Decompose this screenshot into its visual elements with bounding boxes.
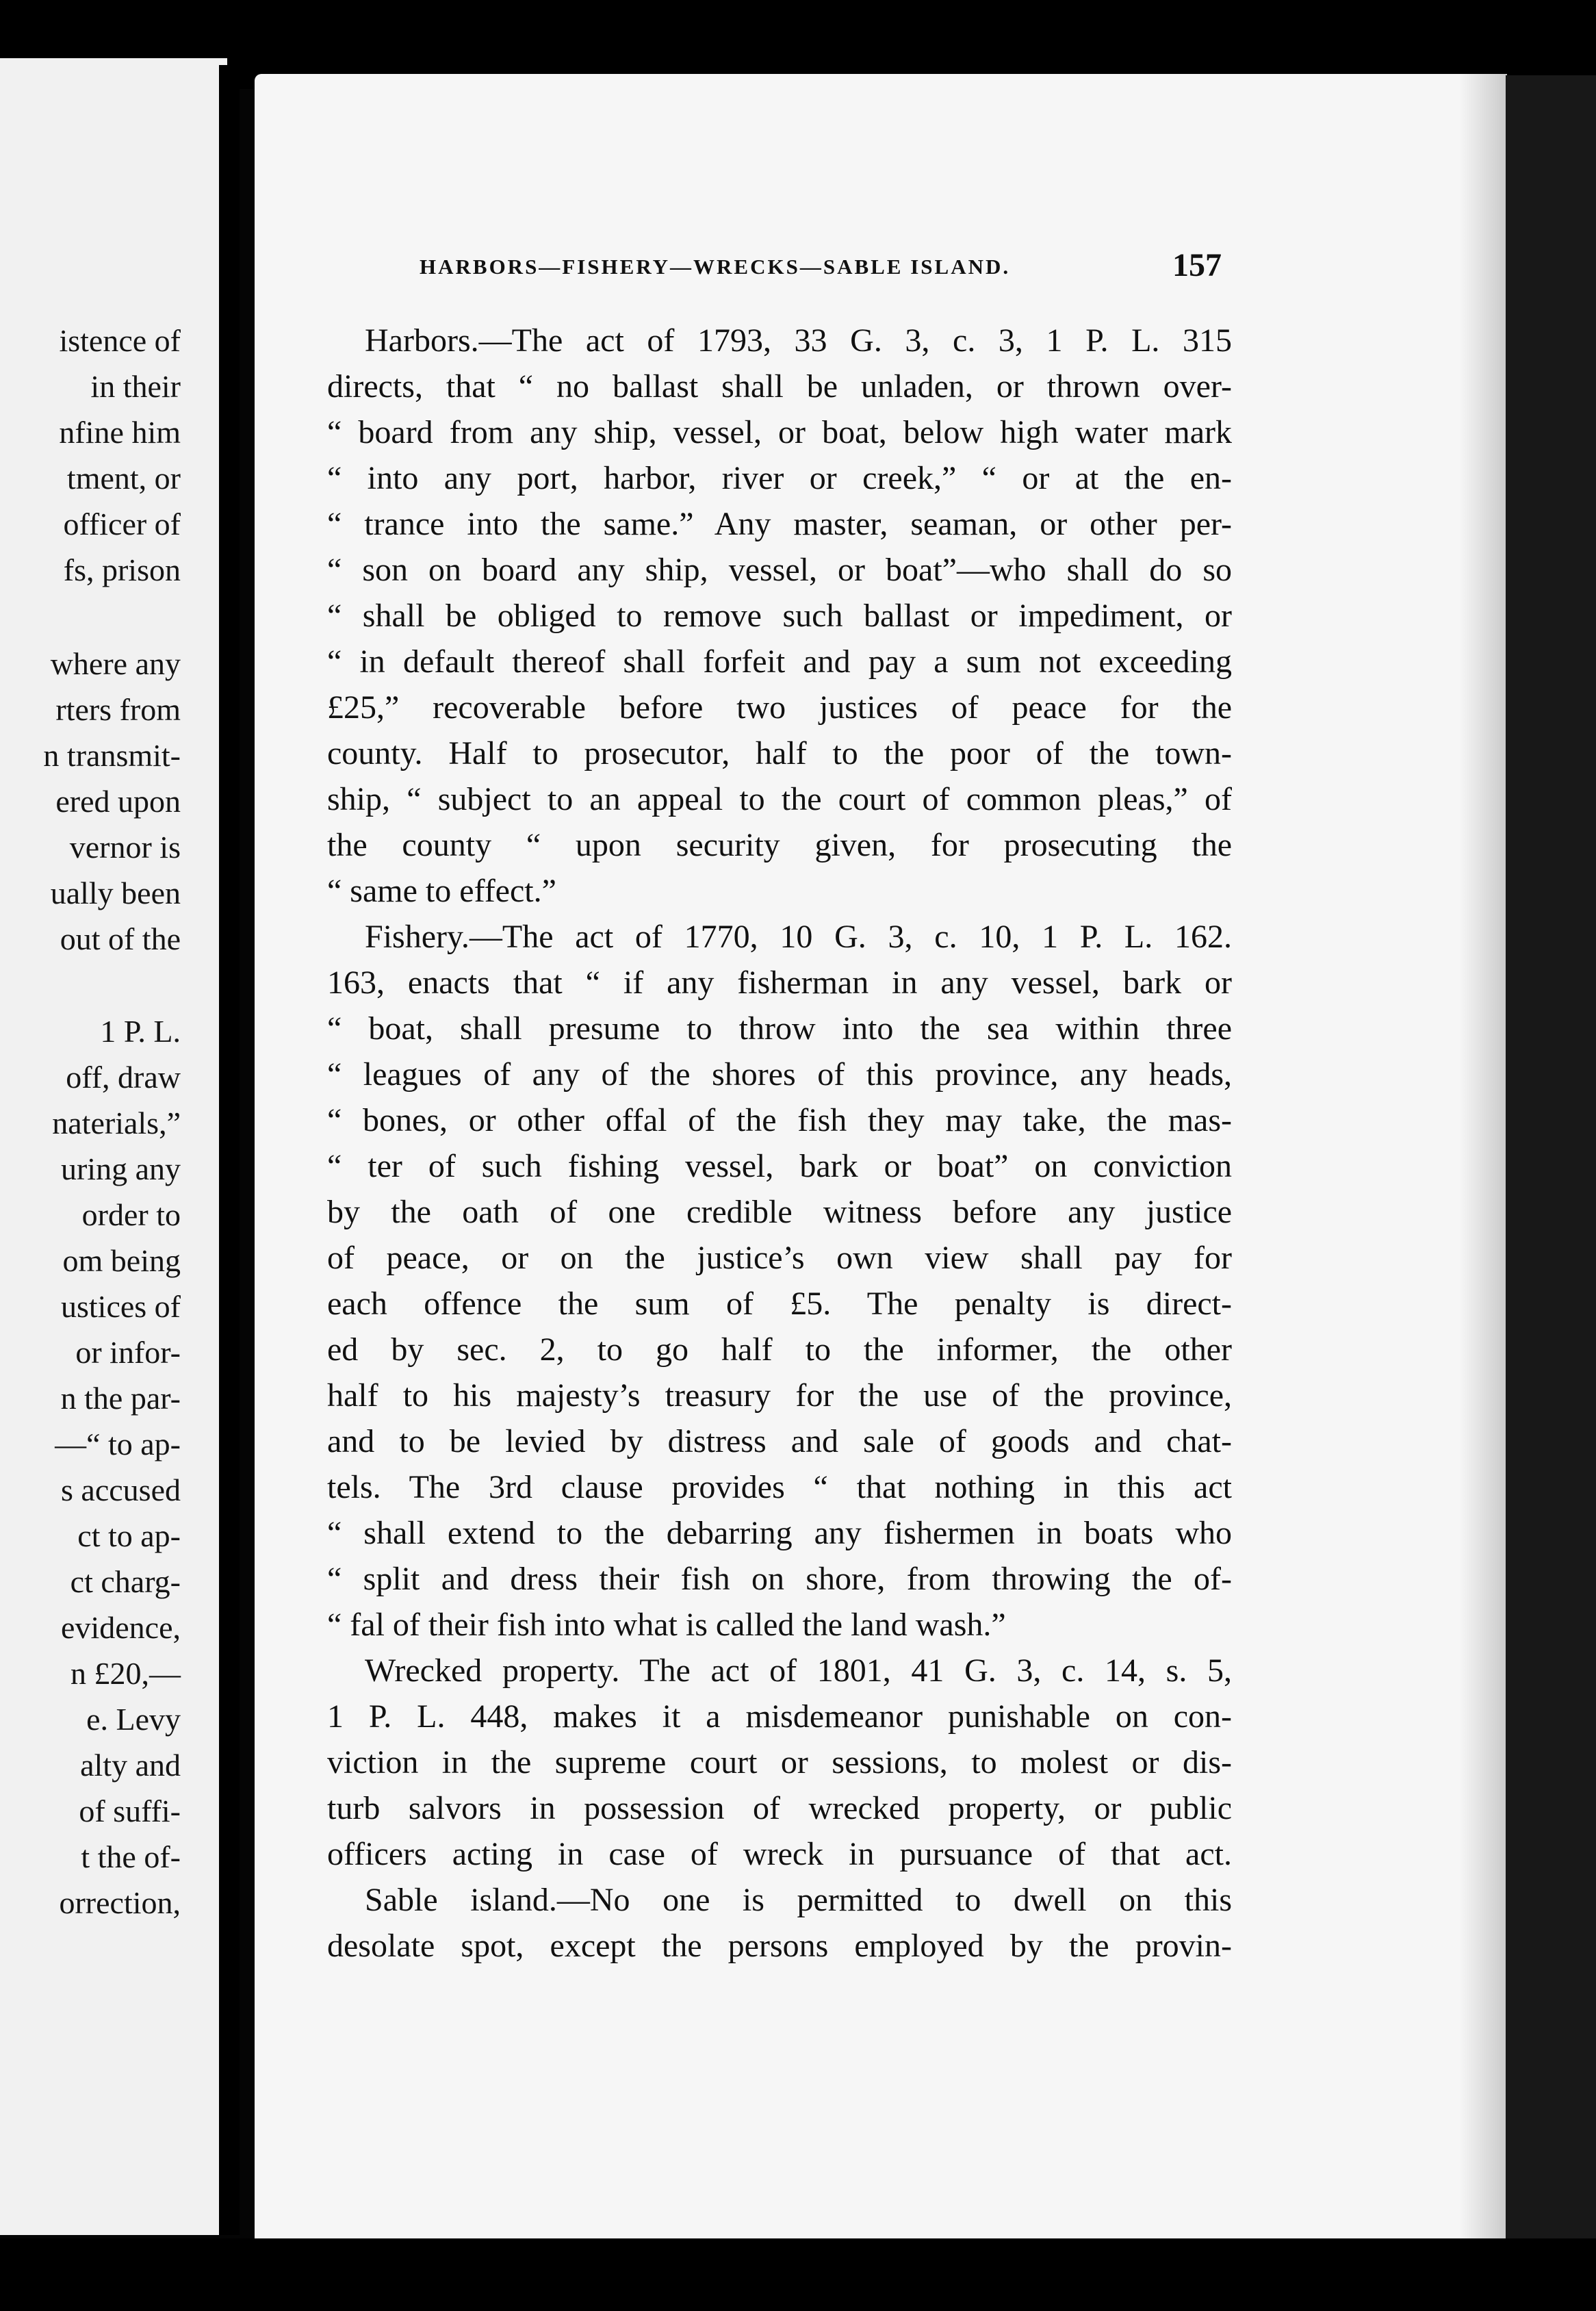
gutter-shadow bbox=[219, 65, 240, 2235]
left-page-line: 1 P. L. bbox=[100, 1014, 181, 1049]
left-page-line: alty and bbox=[80, 1748, 181, 1783]
text-line: “ ter of such fishing vessel, bark or boat” on conviction bbox=[327, 1148, 1232, 1184]
text-line: county. Half to prosecutor, half to the poor of the town- bbox=[327, 735, 1232, 771]
text-line: “ trance into the same.” Any master, seaman, or other per- bbox=[327, 506, 1232, 542]
text-line: “ same to effect.” bbox=[327, 873, 556, 909]
text-line: viction in the supreme court or sessions, to molest or dis- bbox=[327, 1744, 1232, 1780]
text-line: each offence the sum of £5. The penalty is direct- bbox=[327, 1286, 1232, 1322]
text-line: ed by sec. 2, to go half to the informer, the other bbox=[327, 1331, 1232, 1368]
text-line: Fishery.—The act of 1770, 10 G. 3, c. 10, 1 P. L. 162. bbox=[365, 919, 1232, 955]
left-page-line: —“ to ap- bbox=[55, 1427, 181, 1461]
text-line: “ boat, shall presume to throw into the sea within three bbox=[327, 1010, 1232, 1047]
running-head: HARBORS—FISHERY—WRECKS—SABLE ISLAND. bbox=[420, 255, 1011, 279]
left-page-line: rters from bbox=[55, 692, 181, 727]
text-line: “ leagues of any of the shores of this province, any heads, bbox=[327, 1056, 1232, 1093]
text-line: Harbors.—The act of 1793, 33 G. 3, c. 3, 1 P. L. 315 bbox=[365, 322, 1232, 359]
left-page-line: ered upon bbox=[55, 784, 181, 819]
text-line: the county “ upon security given, for prosecuting the bbox=[327, 827, 1232, 863]
left-page-line: nfine him bbox=[59, 415, 181, 450]
text-line: “ fal of their fish into what is called the land wash.” bbox=[327, 1607, 1006, 1643]
left-page-line: istence of bbox=[59, 323, 181, 358]
left-page-line: tment, or bbox=[66, 461, 181, 496]
left-page-line: ustices of bbox=[60, 1289, 181, 1324]
text-line: “ in default thereof shall forfeit and pay a sum not exceeding bbox=[327, 643, 1232, 680]
left-page-line: in their bbox=[90, 369, 181, 404]
left-page-line: ct charg- bbox=[70, 1564, 181, 1599]
text-line: turb salvors in possession of wrecked property, or public bbox=[327, 1790, 1232, 1826]
left-page-fragment bbox=[0, 58, 227, 2235]
left-page-line: out of the bbox=[60, 921, 181, 956]
left-page-line: off, draw bbox=[66, 1060, 181, 1095]
left-page-line: om being bbox=[62, 1243, 181, 1278]
left-page-line: ually been bbox=[50, 876, 181, 910]
text-line: tels. The 3rd clause provides “ that nothing in this act bbox=[327, 1469, 1232, 1505]
text-line: desolate spot, except the persons employed by the provin- bbox=[327, 1928, 1232, 1964]
text-line: ship, “ subject to an appeal to the court of common pleas,” of bbox=[327, 781, 1232, 817]
left-page-line: order to bbox=[81, 1197, 181, 1232]
left-page-line: evidence, bbox=[61, 1610, 181, 1645]
left-page-line: naterials,” bbox=[52, 1106, 181, 1140]
text-line: half to his majesty’s treasury for the use of the province, bbox=[327, 1377, 1232, 1414]
left-page-line: n transmit- bbox=[43, 738, 181, 773]
left-page-line: orrection, bbox=[59, 1885, 181, 1920]
left-page-line: where any bbox=[50, 646, 181, 681]
text-line: Wrecked property. The act of 1801, 41 G. 3, c. 14, s. 5, bbox=[365, 1652, 1232, 1689]
book-spine-edge bbox=[1506, 75, 1596, 2311]
text-line: “ shall be obliged to remove such ballast or impediment, or bbox=[327, 598, 1232, 634]
left-page-line: fs, prison bbox=[63, 552, 181, 587]
text-line: of peace, or on the justice’s own view shall pay for bbox=[327, 1240, 1232, 1276]
text-line: directs, that “ no ballast shall be unladen, or thrown over- bbox=[327, 368, 1232, 405]
text-line: by the oath of one credible witness before any justice bbox=[327, 1194, 1232, 1230]
left-page-line: officer of bbox=[63, 507, 181, 541]
text-line: “ split and dress their fish on shore, from throwing the of- bbox=[327, 1561, 1232, 1597]
left-page-line: e. Levy bbox=[86, 1702, 181, 1737]
left-page-line: t the of- bbox=[81, 1839, 181, 1874]
left-page-line: s accused bbox=[61, 1472, 181, 1507]
text-line: Sable island.—No one is permitted to dwell on this bbox=[365, 1882, 1232, 1918]
page-number: 157 bbox=[1172, 247, 1222, 283]
text-line: “ board from any ship, vessel, or boat, below high water mark bbox=[327, 414, 1232, 450]
left-page-line: or infor- bbox=[75, 1335, 181, 1370]
text-line: £25,” recoverable before two justices of peace for the bbox=[327, 689, 1232, 726]
scan-bottom-border bbox=[0, 2238, 1596, 2311]
text-line: “ son on board any ship, vessel, or boat”—who shall do so bbox=[327, 552, 1232, 588]
text-line: “ into any port, harbor, river or creek,” “ or at the en- bbox=[327, 460, 1232, 496]
left-page-line: uring any bbox=[60, 1151, 181, 1186]
left-page-line: ct to ap- bbox=[77, 1518, 181, 1553]
text-line: officers acting in case of wreck in pursuance of that act. bbox=[327, 1836, 1232, 1872]
page-edge-shade bbox=[1459, 74, 1507, 2251]
text-line: “ shall extend to the debarring any fishermen in boats who bbox=[327, 1515, 1232, 1551]
text-line: 163, enacts that “ if any fisherman in any vessel, bark or bbox=[327, 965, 1232, 1001]
left-page-line: vernor is bbox=[69, 830, 181, 865]
left-page-line: n £20,— bbox=[70, 1656, 181, 1691]
text-line: and to be levied by distress and sale of goods and chat- bbox=[327, 1423, 1232, 1459]
left-page-line: of suffi- bbox=[79, 1793, 181, 1828]
text-line: “ bones, or other offal of the fish they may take, the mas- bbox=[327, 1102, 1232, 1138]
left-page-line: n the par- bbox=[60, 1381, 181, 1416]
text-line: 1 P. L. 448, makes it a misdemeanor punishable on con- bbox=[327, 1698, 1232, 1735]
